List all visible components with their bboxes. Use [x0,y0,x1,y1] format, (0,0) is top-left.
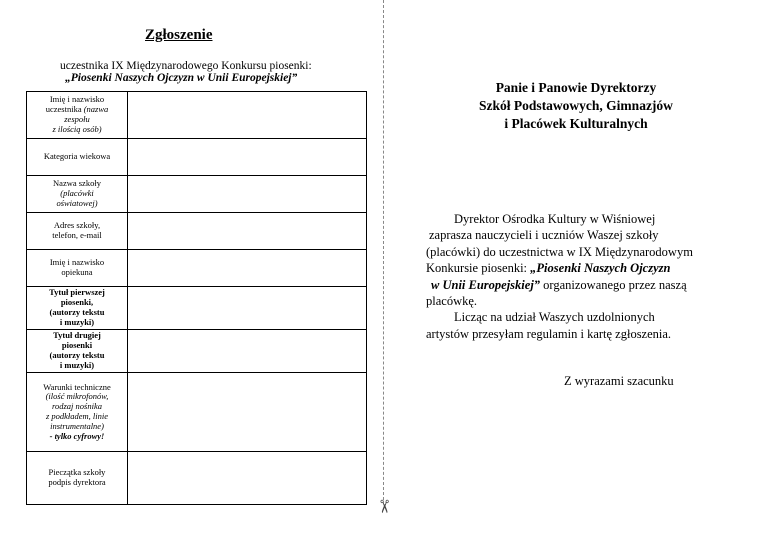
field-participant[interactable] [128,92,367,139]
table-row [27,176,367,213]
table-row [27,213,367,250]
table-row [27,250,367,287]
row-label-stamp: Pieczątka szkoły podpis dyrektora [27,452,128,505]
field-age-category[interactable] [128,139,367,176]
table-row [27,287,367,330]
form-subtitle-line1: uczestnika IX Międzynarodowego Konkursu piosenki: [60,60,312,72]
letter-closing: Z wyrazami szacunku [564,374,674,388]
field-stamp[interactable] [128,452,367,505]
scissors-icon: ✂ [373,498,395,515]
invitation-letter [384,0,768,543]
row-label-first-song: Tytuł pierwszej piosenki, (autorzy tekstu i muzyki) [27,287,128,330]
table-row [27,452,367,505]
field-technical[interactable] [128,373,367,452]
table-row [27,139,367,176]
row-label-technical: Warunki techniczne (ilość mikrofonów, rodzaj nośnika z podkładem, linie instrumentalne) - tylko cyfrowy! [27,373,128,452]
row-label-participant: Imię i nazwisko uczestnika (nazwa zespołu z ilością osób) [27,92,128,139]
field-school-address[interactable] [128,213,367,250]
form-title: Zgłoszenie [145,27,213,43]
form-subtitle-contest-name: „Piosenki Naszych Ojczyzn w Unii Europejskiej” [65,72,298,84]
field-first-song[interactable] [128,287,367,330]
row-label-school-name: Nazwa szkoły (placówki oświatowej) [27,176,128,213]
application-table [26,91,367,505]
table-row [27,92,367,139]
row-label-school-address: Adres szkoły, telefon, e-mail [27,213,128,250]
row-label-supervisor: Imię i nazwisko opiekuna [27,250,128,287]
letter-body: Dyrektor Ośrodka Kultury w Wiśniowej zaprasza nauczycieli i uczniów Waszej szkoły (placówki) do uczestnictwa w IX Międzynarodowym Konkursie piosenki: „Piosenki Naszych Ojczyzn w Unii Europejskiej” organizowanego przez naszą placówkę. Licząc na udział Waszych uzdolnionych artystów przesyłam regulamin i kartę zgłoszenia. [426,212,693,341]
field-supervisor[interactable] [128,250,367,287]
table-row [27,330,367,373]
field-school-name[interactable] [128,176,367,213]
row-label-second-song: Tytuł drugiej piosenki (autorzy tekstu i muzyki) [27,330,128,373]
table-row [27,373,367,452]
letter-heading: Panie i Panowie Dyrektorzy Szkół Podstawowych, Gimnazjów i Placówek Kulturalnych [479,80,673,131]
row-label-age-category: Kategoria wiekowa [27,139,128,176]
field-second-song[interactable] [128,330,367,373]
